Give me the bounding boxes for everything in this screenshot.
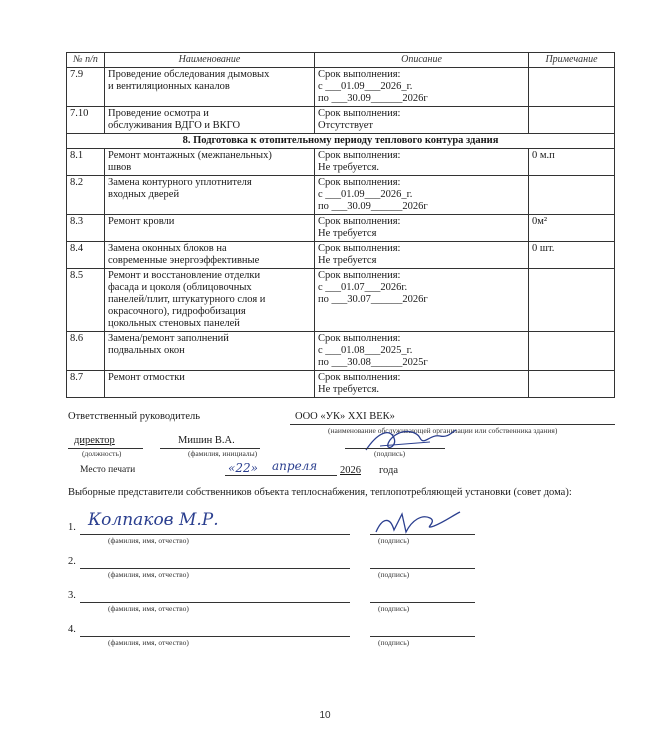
table-header-row	[67, 53, 615, 68]
row-description-line: с ___01.09___2026_г.	[318, 81, 413, 92]
row-num: 8.3	[67, 215, 105, 242]
stamp-label: Место печати	[80, 465, 136, 475]
header-num: № п/п	[67, 53, 105, 68]
row-description-line: с ___01.07___2026г.	[318, 282, 408, 293]
responsible-label: Ответственный руководитель	[68, 411, 201, 422]
row-note	[529, 269, 615, 332]
row-note: 0 шт.	[529, 242, 615, 269]
row-name-line: Ремонт и восстановление отделки	[108, 270, 261, 281]
row-description-line: по ___30.08______2025г	[318, 357, 428, 368]
person-caption: (фамилия, инициалы)	[188, 449, 258, 458]
row-num: 8.6	[67, 332, 105, 371]
rep-sign-line	[370, 602, 475, 603]
row-description	[315, 68, 529, 107]
row-description-line: Не требуется	[318, 228, 377, 239]
rep-name-line	[80, 534, 350, 535]
date-year: 2026	[340, 465, 361, 476]
table-row	[67, 107, 615, 134]
table-row	[67, 68, 615, 107]
row-note	[529, 176, 615, 215]
row-description	[315, 269, 529, 332]
row-num: 8.5	[67, 269, 105, 332]
row-description-line: по ___30.09______2026г	[318, 93, 428, 104]
rep-name-caption: (фамилия, имя, отчество)	[108, 570, 189, 579]
org-caption: (наименование обслуживающей организации или собственника здания)	[328, 426, 558, 435]
row-description-line: Срок выполнения:	[318, 243, 401, 254]
row-description-line: Срок выполнения:	[318, 333, 401, 344]
row-description-line: с ___01.09___2026_г.	[318, 189, 413, 200]
row-name-line: Замена контурного уплотнителя	[108, 177, 252, 188]
date-day: «22»	[228, 461, 258, 475]
row-name	[105, 176, 315, 215]
table-row	[67, 176, 615, 215]
row-name-line: Проведение обследования дымовых	[108, 69, 270, 80]
rep-number: 4.	[68, 624, 76, 635]
row-name	[105, 68, 315, 107]
position-caption: (должность)	[82, 449, 122, 458]
row-name-line: Замена/ремонт заполнений	[108, 333, 229, 344]
row-note: 0м²	[529, 215, 615, 242]
row-description-line: Отсутствует	[318, 120, 373, 131]
row-name-line: обслуживания ВДГО и ВКГО	[108, 120, 241, 131]
row-description-line: по ___30.09______2026г	[318, 201, 428, 212]
header-name: Наименование	[105, 53, 315, 68]
table-row	[67, 242, 615, 269]
row-description-line: Не требуется.	[318, 162, 380, 173]
row-num: 8.7	[67, 371, 105, 398]
table-row	[67, 269, 615, 332]
row-note: 0 м.п	[529, 149, 615, 176]
section-title: 8. Подготовка к отопительному периоду теплового контура здания	[67, 134, 615, 149]
row-description	[315, 332, 529, 371]
rep-name-line	[80, 602, 350, 603]
rep-name-caption: (фамилия, имя, отчество)	[108, 604, 189, 613]
row-description	[315, 215, 529, 242]
row-name	[105, 149, 315, 176]
rep-number: 3.	[68, 590, 76, 601]
row-note	[529, 371, 615, 398]
date-line	[225, 475, 337, 476]
works-table	[66, 52, 615, 398]
org-name: ООО «УК» XXI ВЕК»	[295, 411, 395, 422]
row-num: 8.2	[67, 176, 105, 215]
table-row	[67, 371, 615, 398]
row-num: 7.9	[67, 68, 105, 107]
position-value: директор	[74, 435, 115, 446]
row-name-line: Ремонт монтажных (межпанельных)	[108, 150, 272, 161]
row-num: 8.4	[67, 242, 105, 269]
row-name	[105, 332, 315, 371]
rep-name-line	[80, 568, 350, 569]
row-name	[105, 242, 315, 269]
row-note	[529, 107, 615, 134]
row-name-line: Ремонт отмостки	[108, 372, 185, 383]
row-name-line: Проведение осмотра и	[108, 108, 209, 119]
table-row	[67, 332, 615, 371]
row-name-line: фасада и цоколя (облицовочных	[108, 282, 252, 293]
rep-name-caption: (фамилия, имя, отчество)	[108, 536, 189, 545]
rep-sign-caption: (подпись)	[378, 604, 410, 613]
row-description	[315, 371, 529, 398]
rep-handwritten-name: Колпаков М.Р.	[88, 510, 219, 530]
row-name	[105, 107, 315, 134]
row-name-line: входных дверей	[108, 189, 180, 200]
director-sign-caption: (подпись)	[374, 449, 406, 458]
rep-sign-line	[370, 636, 475, 637]
row-name-line: швов	[108, 162, 132, 173]
rep-number: 1.	[68, 522, 76, 533]
row-description	[315, 107, 529, 134]
row-name	[105, 269, 315, 332]
date-month: апреля	[272, 459, 318, 473]
row-description-line: по ___30.07______2026г	[318, 294, 428, 305]
row-name-line: Ремонт кровли	[108, 216, 175, 227]
row-description-line: Срок выполнения:	[318, 270, 401, 281]
rep-sign-caption: (подпись)	[378, 536, 410, 545]
row-name-line: и вентиляционных каналов	[108, 81, 230, 92]
row-description	[315, 242, 529, 269]
header-description: Описание	[315, 53, 529, 68]
row-description-line: Срок выполнения:	[318, 69, 401, 80]
row-name-line: цокольных стеновых панелей	[108, 318, 240, 329]
row-description-line: Срок выполнения:	[318, 216, 401, 227]
row-name	[105, 371, 315, 398]
person-value: Мишин В.А.	[178, 435, 235, 446]
row-description-line: Срок выполнения:	[318, 150, 401, 161]
rep-name-caption: (фамилия, имя, отчество)	[108, 638, 189, 647]
row-num: 7.10	[67, 107, 105, 134]
row-description-line: Срок выполнения:	[318, 177, 401, 188]
table-row	[67, 149, 615, 176]
row-description-line: Срок выполнения:	[318, 372, 401, 383]
table-row	[67, 215, 615, 242]
row-name-line: подвальных окон	[108, 345, 185, 356]
row-name-line: современные энергоэффективные	[108, 255, 260, 266]
row-name	[105, 215, 315, 242]
row-description	[315, 176, 529, 215]
row-name-line: окрасочного), гидрофобизация	[108, 306, 246, 317]
row-name-line: панелей/плит, штукатурного слоя и	[108, 294, 266, 305]
row-num: 8.1	[67, 149, 105, 176]
rep-sign-caption: (подпись)	[378, 638, 410, 647]
row-description-line: Срок выполнения:	[318, 108, 401, 119]
row-description-line: Не требуется.	[318, 384, 380, 395]
page-number: 10	[319, 710, 331, 721]
date-suffix: года	[379, 465, 398, 476]
representatives-text: Выборные представители собственников объекта теплоснабжения, теплопотребляющей установки (совет дома):	[68, 487, 572, 498]
section-row	[67, 134, 615, 149]
row-note	[529, 68, 615, 107]
row-description	[315, 149, 529, 176]
rep-number: 2.	[68, 556, 76, 567]
row-description-line: Не требуется	[318, 255, 377, 266]
rep-signature-icon	[372, 508, 462, 538]
row-name-line: Замена оконных блоков на	[108, 243, 227, 254]
rep-name-line	[80, 636, 350, 637]
header-note: Примечание	[529, 53, 615, 68]
rep-sign-line	[370, 568, 475, 569]
row-description-line: с ___01.08___2025_г.	[318, 345, 413, 356]
rep-sign-caption: (подпись)	[378, 570, 410, 579]
row-note	[529, 332, 615, 371]
table-body	[67, 68, 615, 398]
